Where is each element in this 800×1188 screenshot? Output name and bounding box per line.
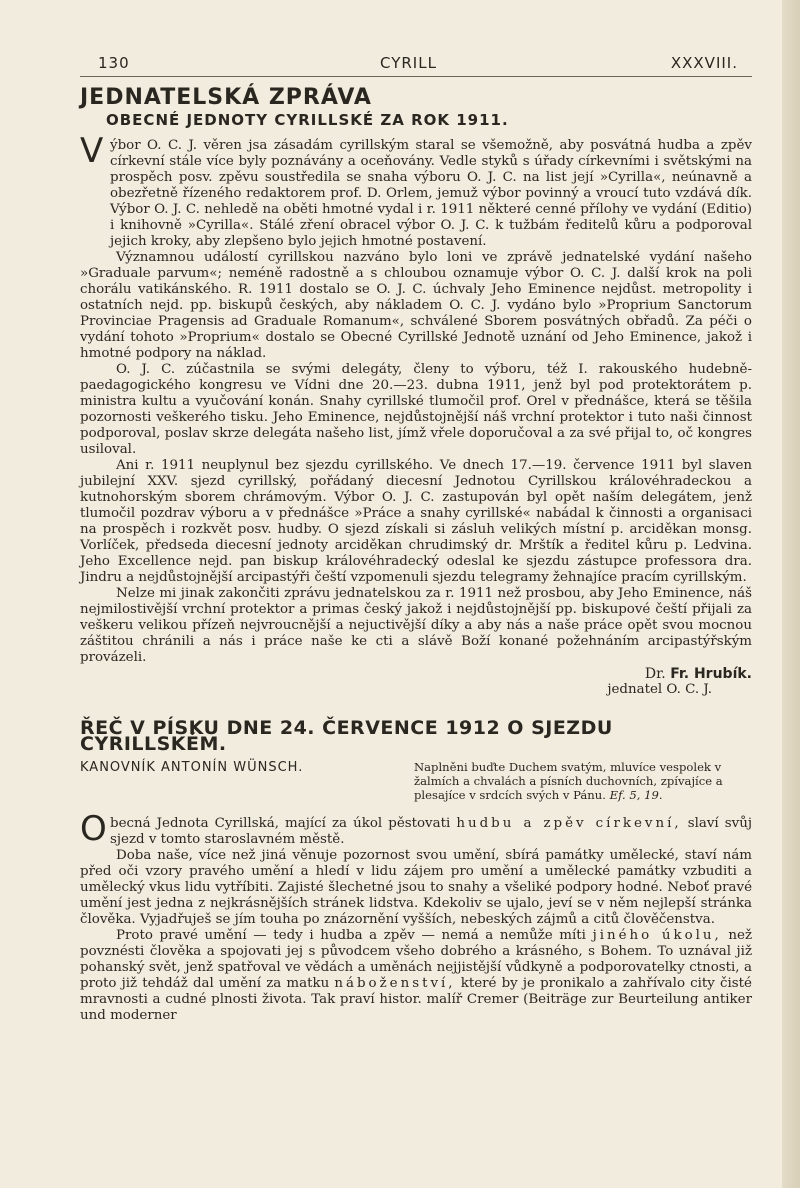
emphasis-spaced: hudbu a zpěv církevní, xyxy=(456,816,682,831)
volume-number: XXXVIII. xyxy=(670,54,738,72)
signature-name: Fr. Hrubík. xyxy=(670,666,752,682)
page-edge xyxy=(782,0,800,1188)
journal-name: CYRILL xyxy=(380,54,437,72)
text-run: které by je pronikalo a zahřívalo city čisté mravnosti a cudné plnosti života. Tak praví histor. malíř Cremer (Beiträge zur Beurteilung antiker und moderner xyxy=(80,976,752,1023)
running-head xyxy=(80,52,752,77)
text-run: Proto pravé umění — tedy i hudba a zpěv — nemá a nemůže míti xyxy=(116,928,586,943)
report-paragraph-5: Nelze mi jinak zakončiti zprávu jednatelskou za r. 1911 než prosbou, aby Jeho Eminence, náš nejmilostivější vrchní protektor a primas český jakož i nejdůstojnější pp. biskupové čeští přijali za veškeru velikou přízeň nejvroucnější a nejuctivější díky a aby nás a naše práce opět svou mocnou záštitou chránili a nás i práce naše ke cti a slávě Boží konané požehnáním arcipastýřským provázeli. xyxy=(80,586,752,665)
speech-paragraph-3 xyxy=(80,928,752,1024)
speech-author: KANOVNÍK ANTONÍN WÜNSCH. xyxy=(80,760,304,775)
text-run: becná Jednota Cyrillská, mající za úkol pěstovati xyxy=(110,816,451,831)
text-run: slaví svůj sjezd v tomto staroslavném městě. xyxy=(110,816,752,847)
drop-cap: O xyxy=(80,809,107,849)
text-run: než povznésti člověka a spojovati jej s původcem všeho dobrého a krásného, s Bohem. To uznával již pohanský svět, jenž spatřoval ve vědách a uměnách nejjistější vůdkyně a podporovatelky ctnosti, a proto již tehdáž dal umění za matku xyxy=(80,928,753,991)
report-paragraph-1 xyxy=(80,131,752,250)
paragraph-text xyxy=(110,816,752,848)
report-subtitle: OBECNÉ JEDNOTY CYRILLSKÉ ZA ROK 1911. xyxy=(106,111,509,129)
article-body xyxy=(80,85,753,1024)
page-number: 130 xyxy=(98,54,130,72)
motto-reference: Ef. 5, 19. xyxy=(609,788,663,802)
drop-cap: V xyxy=(80,131,104,171)
paragraph-text: ýbor O. C. J. věren jsa zásadám cyrillským staral se všemožně, aby posvátná hudba a zpěv církevní stále více byly poznávány a oceňovány. Vedle styků s úřady církevními i světskými na prospěch posv. zpěvu soustředila se snaha výboru O. J. C. na list její »Cyrilla«, neúnavně a obezřetně řízeného redaktorem prof. D. Orlem, jemuž výbor povinný a vroucí tuto vzdává dík. Výbor O. J. C. nehledě na oběti hmotné vydal i r. 1911 některé cenné přílohy ve vydání (Editio) i knihovně »Cyrilla«. Stálé zření obracel výbor O. J. C. k tužbám ředitelů kůru a podporoval jejich kroky, aby zlepšeno bylo jejich hmotné postavení. xyxy=(110,138,752,249)
report-paragraph-3: O. J. C. zúčastnila se svými delegáty, členy to výboru, též I. rakouského hudebně-paedagogického kongresu ve Vídni dne 20.—23. dubna 1911, jenž byl pod protektorátem p. ministra kultu a vyučování konán. Snahy cyrillské tlumočil prof. Orel v přednášce, která se těšila pozornosti veškerého tisku. Jeho Eminence, nejdůstojnější náš vrchní protektor i tuto naši činnost podporoval, poslav skrze delegáta našeho list, jímž vřele doporučoval a za své přijal to, oč kongres usiloval. xyxy=(80,362,752,457)
report-paragraph-2: Významnou událostí cyrillskou nazváno bylo loni ve zprávě jednatelské vydání našeho »Graduale parvum«; neméně radostně a s chloubou oznamuje výbor O. C. J. další krok na poli chorálu vatikánského. R. 1911 dostalo se O. J. C. úchvaly Jeho Eminence nejdůst. metropolity i ostatních nejd. pp. biskupů českých, aby nákladem O. C. J. vydáno bylo »Proprium Sanctorum Provinciae Pragensis ad Graduale Romanum«, schválené Sborem posvátných obřadů. Za péči o vydání tohoto »Proprium« dostalo se Obecné Cyrillské Jednotě uznání od Jeho Eminence, jakož i hmotné podpory na náklad. xyxy=(80,250,752,361)
speech-motto xyxy=(414,760,752,802)
signature xyxy=(80,666,752,682)
report-paragraph-4: Ani r. 1911 neuplynul bez sjezdu cyrillského. Ve dnech 17.—19. července 1911 byl slaven jubilejní XXV. sjezd cyrillský, pořádaný diecesní Jednotou Cyrillskou královéhradeckou a kutnohorským sborem chrámovým. Výbor O. J. C. zastupován byl opět naším delegátem, jenž tlumočil pozdrav výboru a v přednášce »Práce a snahy cyrillské« nabádal k činnosti a organisaci na prospěch i rozkvět posv. hudby. O sjezd získali si zásluh velikých místní p. arciděkan monsg. Vorlíček, předseda diecesní jednoty arciděkan chrudimský dr. Mrštík a ředitel kůru p. Ledvina. Jeho Excellence nejd. pan biskup královéhradecký odeslal ke sjezdu zástupce professora dra. Jindru a nejdůstojnější arcipastýři čeští vzpomenuli sjezdu telegramy žehnajíce pracím cyrillským. xyxy=(80,458,752,585)
emphasis-spaced: jiného úkolu, xyxy=(592,928,722,943)
speech-title: ŘEČ V PÍSKU DNE 24. ČERVENCE 1912 O SJEZDU CYRILLSKÉM. xyxy=(80,717,613,755)
speech-paragraph-1 xyxy=(80,809,752,849)
emphasis-spaced: náboženství, xyxy=(334,976,456,991)
speech-paragraph-2: Doba naše, více než jiná věnuje pozornost svou umění, sbírá památky umělecké, staví nám před oči vzory pravého umění a hledí v lidu zájem pro umění a umělecké památky vzbuditi a umělecký vkus lidu vytříbiti. Zajisté šlechetné jsou to snahy a všeliké podpory hodné. Neboť pravé umění jest jedna z nejkrásnějších stránek lidstva. Kdekoliv se ujalo, jeví se v něm nejlepší stránka člověka. Vyjadřuješ se jím touha po znázornění vyšších, nebeských zájmů a citů člověčenstva. xyxy=(80,848,752,927)
speech-header xyxy=(80,760,752,816)
signature-title: Dr. xyxy=(644,666,666,682)
motto-text: Naplněni buďte Duchem svatým, mluvíce vespolek v žalmích a chvalách a písních duchovních, zpívajíce a plesajíce v srdcích svých v Pánu. xyxy=(414,760,723,802)
signature-role: jednatel O. C. J. xyxy=(607,682,712,697)
report-title: JEDNATELSKÁ ZPRÁVA xyxy=(80,85,372,110)
